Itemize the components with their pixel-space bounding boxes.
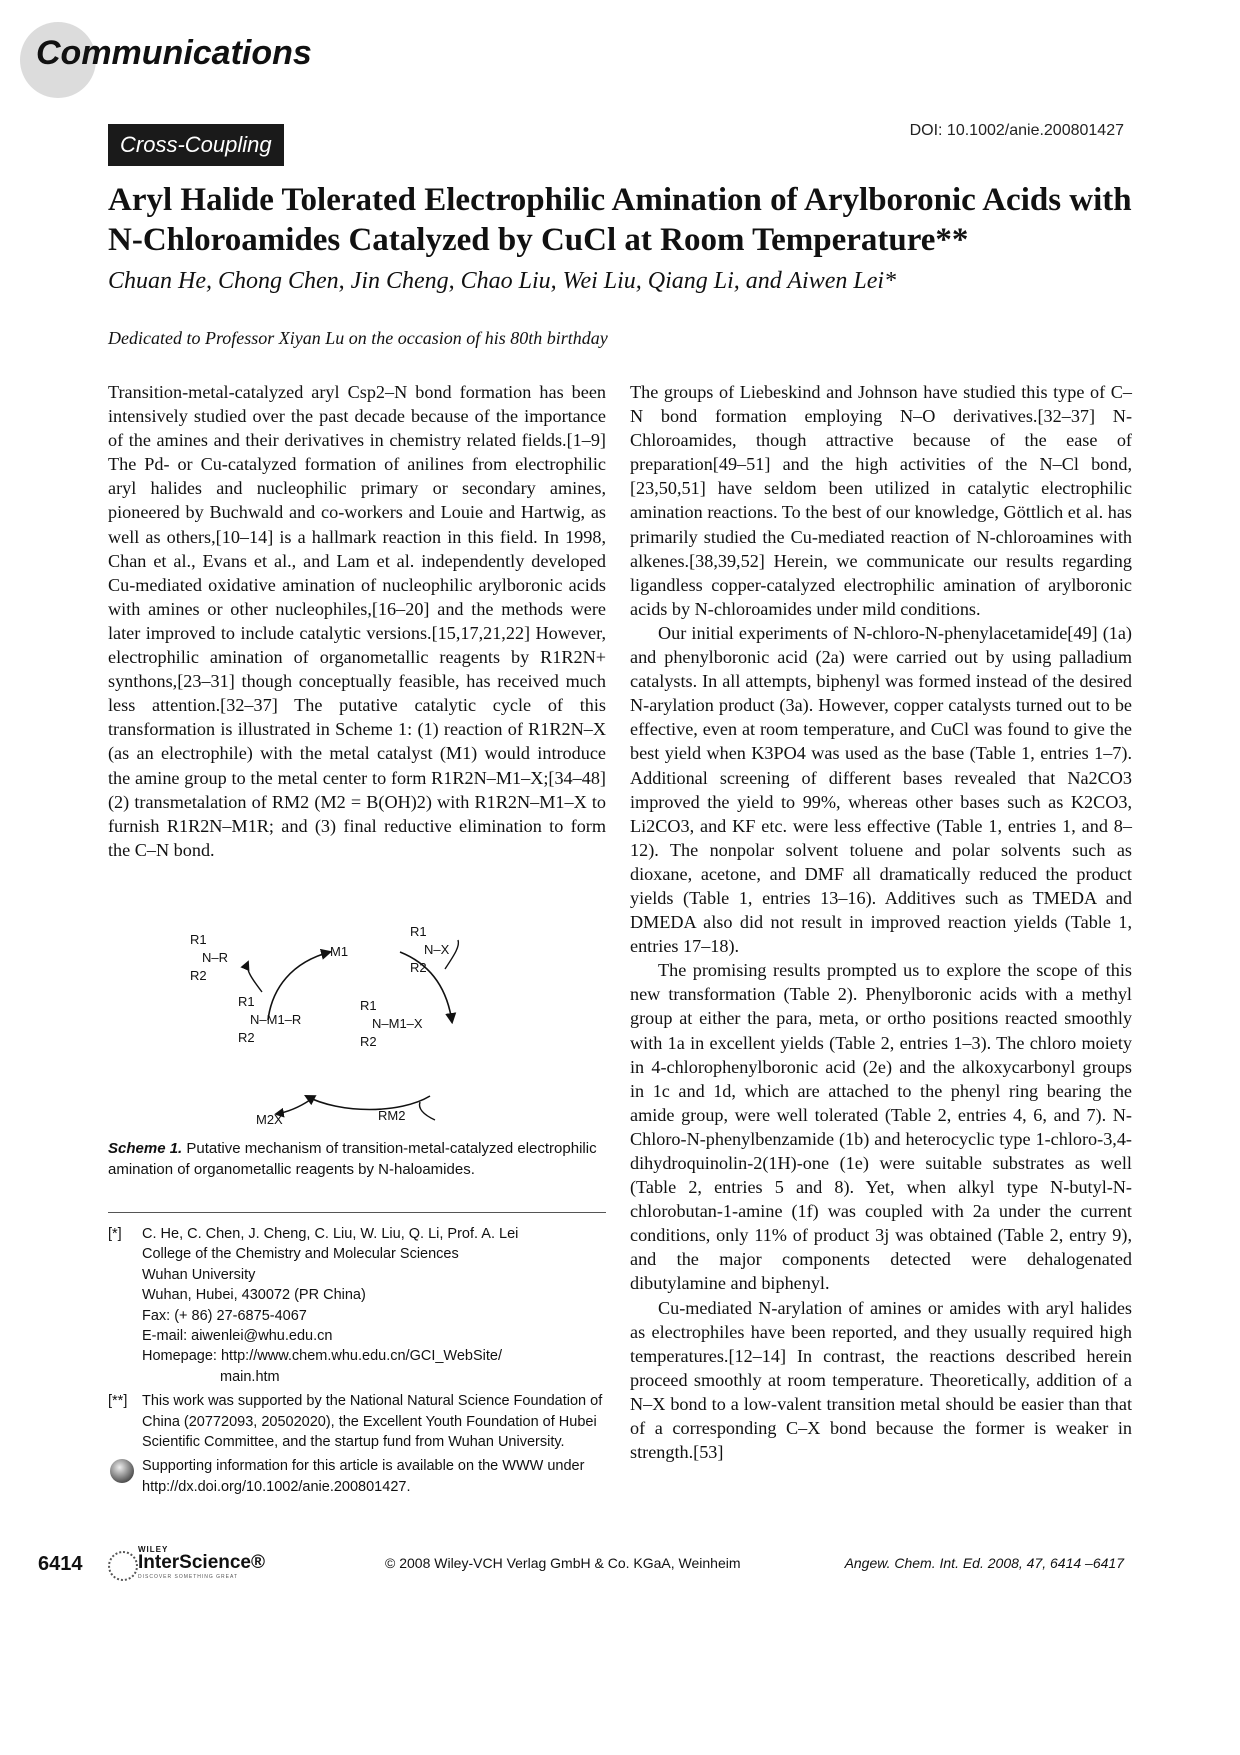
scheme-caption-label: Scheme 1.	[108, 1140, 183, 1157]
doi[interactable]: DOI: 10.1002/anie.200801427	[909, 122, 1124, 139]
scheme-caption-text: Putative mechanism of transition-metal-catalyzed electrophilic amination of organometallic reagents by N-haloamides.	[108, 1140, 597, 1178]
funding-note	[108, 1391, 606, 1452]
intro-paragraph: Transition-metal-catalyzed aryl Csp2–N bond formation has been intensively studied over the past decade because of the importance of the amines and their derivatives in chemistry related fields.[1–9] The Pd- or Cu-catalyzed formation of anilines from electrophilic aryl halides and nucleophilic primary or secondary amines, pioneered by Buchwald and co-workers and Louie and Hartwig, as well as others,[10–14] is a hallmark reaction in this field. In 1998, Chan et al., Evans et al., and Lam et al. independently developed Cu-mediated oxidative amination of nucleophilic arylboronic acids with amines or other nucleophiles,[16–20] and the methods were later improved to include catalytic versions.[15,17,21,22] However, electrophilic amination of organometallic reagents by R1R2N+ synthons,[23–31] though conceptually feasible, has received much less attention.[32–37] The putative catalytic cycle of this transformation is illustrated in Scheme 1: (1) reaction of R1R2N–X (as an electrophile) with the metal catalyst (M1) would introduce the amine group to the metal center to form R1R2N–M1–X;[34–48] (2) transmetalation of RM2 (M2 = B(OH)2) with R1R2N–M1–X to furnish R1R2N–M1R; and (3) final reductive elimination to form the C–N bond.	[108, 382, 606, 860]
interscience-logo	[108, 1545, 283, 1581]
scheme-r1-d: R1	[360, 998, 377, 1013]
affiliation-line: Wuhan University	[142, 1266, 256, 1283]
scheme-complex-right: N–M1–X	[372, 1016, 423, 1031]
body-paragraph: Our initial experiments of N-chloro-N-phenylacetamide[49] (1a) and phenylboronic acid (2a) were carried out by using palladium catalysts. In all attempts, biphenyl was formed instead of the desired N-arylation product (3a). However, copper catalysts turned out to be effective, even at room temperature, and CuCl was found to give the best yield when K3PO4 was used as the base (Table 1, entries 1–7). Additional screening of different bases revealed that Na2CO3 improved the yield to 99%, whereas other bases such as K2CO3, Li2CO3, and KF etc. were less effective (Table 1, entries 1, and 8–12). The nonpolar solvent toluene and polar solvents such as dioxane, acetone, and DMF all dramatically reduced the product yields (Table 1, entries 13–16). Additives such as TMEDA and DMEDA also did not result in improved reaction yields (Table 1, entries 17–18).	[630, 622, 1132, 957]
scheme-complex-left: N–M1–R	[250, 1012, 302, 1027]
body-paragraph: Cu-mediated N-arylation of amines or amides with aryl halides as electrophiles have been reported, and they usually required high temperatures.[12–14] In contrast, the reactions described herein proceed smoothly at room temperature. Theoretically, addition of a N–X bond to a low-valent transition metal should be easier than that of a corresponding C–X bond because the former is weaker in strength.[53]	[630, 1297, 1132, 1463]
scheme-r2-d: R2	[360, 1034, 377, 1049]
right-column	[630, 380, 1132, 1464]
scheme-r1-c: R1	[238, 994, 255, 1009]
affiliation-line: Fax: (+ 86) 27-6875-4067	[142, 1307, 307, 1324]
scheme-r1-a: R1	[190, 932, 207, 947]
left-column	[108, 380, 606, 862]
scheme-caption	[108, 1138, 606, 1180]
affiliation-line: College of the Chemistry and Molecular Sciences	[142, 1246, 459, 1263]
funding-mark: [**]	[108, 1393, 128, 1410]
author-notes	[108, 1224, 606, 1497]
body-paragraph: The groups of Liebeskind and Johnson have studied this type of C–N bond formation employing N–O derivatives.[32–37] N-Chloroamides, though attractive because of the ease of preparation[49–51] and the high activities of the N–Cl bond,[23,50,51] have seldom been utilized in catalytic electrophilic amination reactions. To the best of our knowledge, Göttlich et al. has primarily studied the Cu-mediated reaction of N-chloroamines with alkenes.[38,39,52] Herein, we communicate our results regarding ligandless copper-catalyzed electrophilic amination of arylboronic acids by N-chloroamides under mild conditions.	[630, 382, 1132, 619]
dedication: Dedicated to Professor Xiyan Lu on the occasion of his 80th birthday	[108, 328, 608, 348]
affiliation-line: C. He, C. Chen, J. Cheng, C. Liu, W. Liu, Q. Li, Prof. A. Lei	[142, 1226, 519, 1242]
affiliation-line: Wuhan, Hubei, 430072 (PR China)	[142, 1287, 366, 1304]
scheme-chloroamine: N–X	[424, 942, 450, 957]
article-title: Aryl Halide Tolerated Electrophilic Amination of Arylboronic Acids with N-Chloroamides Catalyzed by CuCl at Room Temperature**	[108, 182, 1132, 258]
scheme-r2-c: R2	[238, 1030, 255, 1045]
funding-text: This work was supported by the National Natural Science Foundation of China (20772093, 20502020), the Excellent Youth Foundation of Hubei Scientific Committee, and the startup fund from Wuhan University.	[142, 1393, 603, 1451]
logo-main: InterScience®	[138, 1552, 265, 1573]
affiliation-mark: [*]	[108, 1226, 122, 1242]
email-link[interactable]: E-mail: aiwenlei@whu.edu.cn	[142, 1328, 333, 1345]
scheme-m1: M1	[330, 944, 349, 959]
supporting-info-note	[108, 1456, 606, 1497]
scheme-r1-b: R1	[410, 924, 427, 939]
scheme-1-diagram	[190, 924, 520, 1126]
notes-divider	[108, 1212, 606, 1213]
affiliation-note	[108, 1224, 606, 1387]
copyright: © 2008 Wiley-VCH Verlag GmbH & Co. KGaA, Weinheim	[385, 1555, 741, 1571]
scheme-rm2: RM2	[378, 1108, 406, 1123]
scheme-amine: N–R	[202, 950, 229, 965]
arrow-release-product	[247, 962, 262, 992]
arrow-reductive-elimination	[268, 952, 330, 1020]
scheme-r2-a: R2	[190, 968, 207, 983]
page-number: 6414	[38, 1553, 83, 1575]
arrow-transmetalation	[306, 1096, 430, 1110]
globe-icon	[110, 1459, 134, 1483]
scheme-r2-b: R2	[410, 960, 427, 975]
arrow-from-rm2	[420, 1102, 435, 1120]
logo-icon	[108, 1551, 138, 1581]
supporting-info-text[interactable]: Supporting information for this article is available on the WWW under http://dx.doi.org/10.1002/anie.200801427.	[142, 1458, 585, 1495]
body-paragraph: The promising results prompted us to explore the scope of this new transformation (Table 2). Phenylboronic acids with a methyl group at either the para, meta, or ortho positions reacted smoothly with 1a in excellent yields (Table 2, entries 1–3). The chloro moiety in 4-chlorophenylboronic acid (2e) and the alkoxycarbonyl groups in 1c and 1d, which are attached to the phenyl ring bearing the amide group, were well tolerated (Table 2, entries 4, 6, and 7). N-Chloro-N-phenylbenzamide (1b) and heterocyclic type 1-chloro-3,4-dihydroquinolin-2(1H)-one (1e) were suitable substrates as well (Table 2, entries 5 and 8). Yet, when alkyl type N-butyl-N-chlorobutan-1-amine (1f) was coupled with 2a under the current conditions, only 11% of product 3j was obtained (Table 2, entry 9), and the major components detected were dehalogenated dibutylamine and biphenyl.	[630, 960, 1132, 1294]
logo-wiley: WILEY	[138, 1545, 169, 1554]
authors: Chuan He, Chong Chen, Jin Cheng, Chao Liu, Wei Liu, Qiang Li, and Aiwen Lei*	[108, 268, 897, 294]
section-title: Communications	[36, 34, 312, 72]
topic-badge: Cross-Coupling	[108, 124, 284, 166]
scheme-m2x: M2X	[256, 1112, 283, 1126]
homepage-link[interactable]: Homepage: http://www.chem.whu.edu.cn/GCI_WebSite/	[142, 1348, 502, 1365]
homepage-link-continued[interactable]: main.htm	[220, 1368, 280, 1385]
logo-sub: DISCOVER SOMETHING GREAT	[138, 1574, 239, 1580]
journal-citation: Angew. Chem. Int. Ed. 2008, 47, 6414 –6417	[844, 1555, 1124, 1571]
